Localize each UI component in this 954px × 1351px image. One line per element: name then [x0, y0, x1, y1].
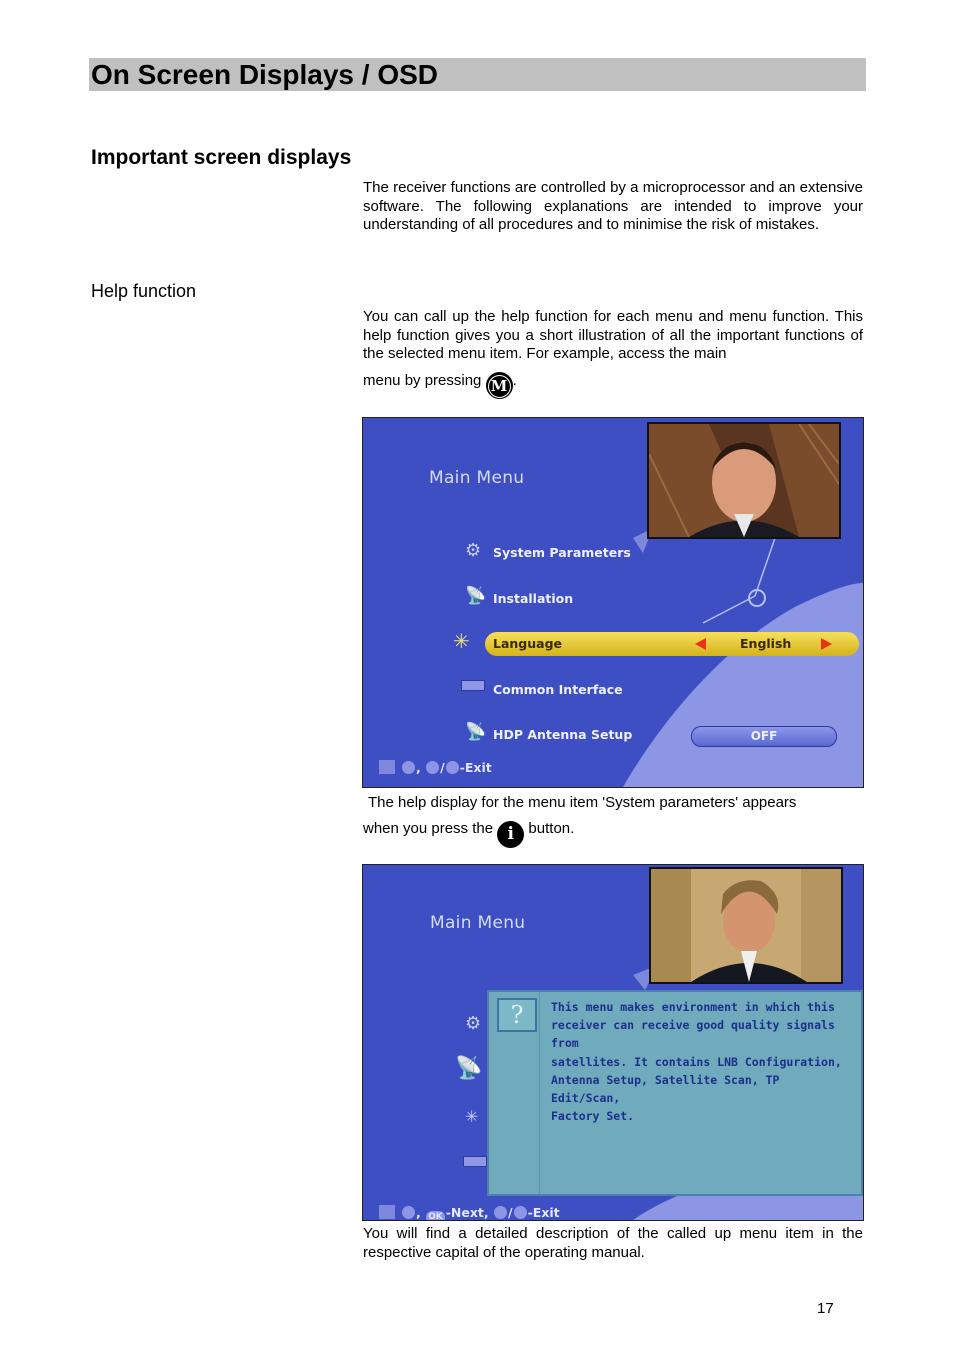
closing-paragraph: You will find a detailed description of the called up menu item in the respective capital of the operating manual.: [363, 1225, 863, 1261]
osd-footer: , OK -Next, / -Exit: [379, 1205, 560, 1221]
arrow-left-icon[interactable]: [695, 638, 706, 650]
help-paragraph: You can call up the help function for each menu and menu function. This help function gives you a short illustration of all the important functions of the selected menu item. For example, access the main: [363, 308, 863, 362]
menu-key-icon: [494, 1206, 507, 1219]
exit-key-icon: [446, 761, 459, 774]
satellite-dish-icon: 📡: [455, 1055, 483, 1080]
button-text: button.: [528, 820, 575, 837]
footer-next-text: -Next,: [445, 1205, 489, 1220]
info-key-icon: [402, 1206, 415, 1219]
section-heading: Important screen displays: [91, 146, 352, 169]
menu-key-icon: [426, 761, 439, 774]
help-text: This menu makes environment in which this receiver can receive good quality signals from satellites. It contains LNB Configuration, Antenna Setup, Satellite Scan, TP Edit/Scan, Factory Set.: [551, 1000, 842, 1124]
help-panel: [487, 990, 863, 1196]
antenna-icon: 📡: [465, 722, 487, 741]
card-slot-icon: [463, 1156, 487, 1167]
footer-exit-text: -Exit: [459, 760, 492, 775]
language-flag-icon: ✳: [453, 631, 470, 653]
menu-item-installation[interactable]: Installation: [493, 591, 574, 606]
help-key-icon: [379, 1205, 395, 1219]
card-slot-icon: [461, 680, 485, 691]
tv-preview-image: [649, 867, 843, 984]
footer-exit-text: -Exit: [527, 1205, 560, 1220]
menu-item-language-highlight[interactable]: [485, 632, 859, 656]
menu-item-common-interface[interactable]: Common Interface: [493, 682, 623, 697]
press-text: when you press the: [363, 820, 494, 837]
osd-help-screenshot: [362, 864, 864, 1221]
language-flag-icon: ✳: [465, 1109, 479, 1126]
osd-main-menu-screenshot: [362, 417, 864, 788]
help-question-icon: ?: [497, 998, 537, 1032]
arrow-right-icon[interactable]: [821, 638, 832, 650]
osd-title: Main Menu: [430, 913, 526, 933]
satellite-dish-icon: 📡: [465, 586, 487, 605]
menu-item-system-parameters[interactable]: System Parameters: [493, 545, 631, 560]
ok-key-icon: OK: [426, 1211, 445, 1221]
title-bar: [89, 58, 866, 91]
gear-icon: ⚙: [465, 540, 482, 560]
page-title: On Screen Displays / OSD: [91, 59, 439, 90]
help-display-paragraph: The help display for the menu item 'System parameters' appears: [368, 794, 797, 811]
info-button-icon: i: [497, 821, 524, 848]
menu-button-icon: M: [486, 372, 513, 399]
help-display-tail: [363, 820, 863, 848]
help-paragraph-tail: [363, 372, 863, 399]
osd-footer: , / -Exit: [379, 760, 492, 775]
menu-item-hdp-antenna-setup[interactable]: HDP Antenna Setup: [493, 727, 633, 742]
tv-preview-image: [647, 422, 841, 539]
menu-press-text: menu by pressing: [363, 372, 482, 389]
help-panel-divider: [539, 992, 540, 1194]
page-number: 17: [817, 1300, 834, 1317]
language-label: Language: [493, 636, 563, 651]
hdp-antenna-value[interactable]: OFF: [691, 726, 837, 747]
language-value: English: [740, 636, 792, 651]
osd-title: Main Menu: [429, 468, 525, 488]
exit-key-icon: [514, 1206, 527, 1219]
info-key-icon: [402, 761, 415, 774]
gear-icon: ⚙: [465, 1013, 482, 1033]
period: .: [512, 372, 517, 389]
help-key-icon: [379, 760, 395, 774]
help-heading: Help function: [91, 281, 197, 301]
intro-paragraph: The receiver functions are controlled by a microprocessor and an extensive software. The following explanations are intended to improve your understanding of all procedures and to minimise the risk of mistakes.: [363, 179, 863, 233]
